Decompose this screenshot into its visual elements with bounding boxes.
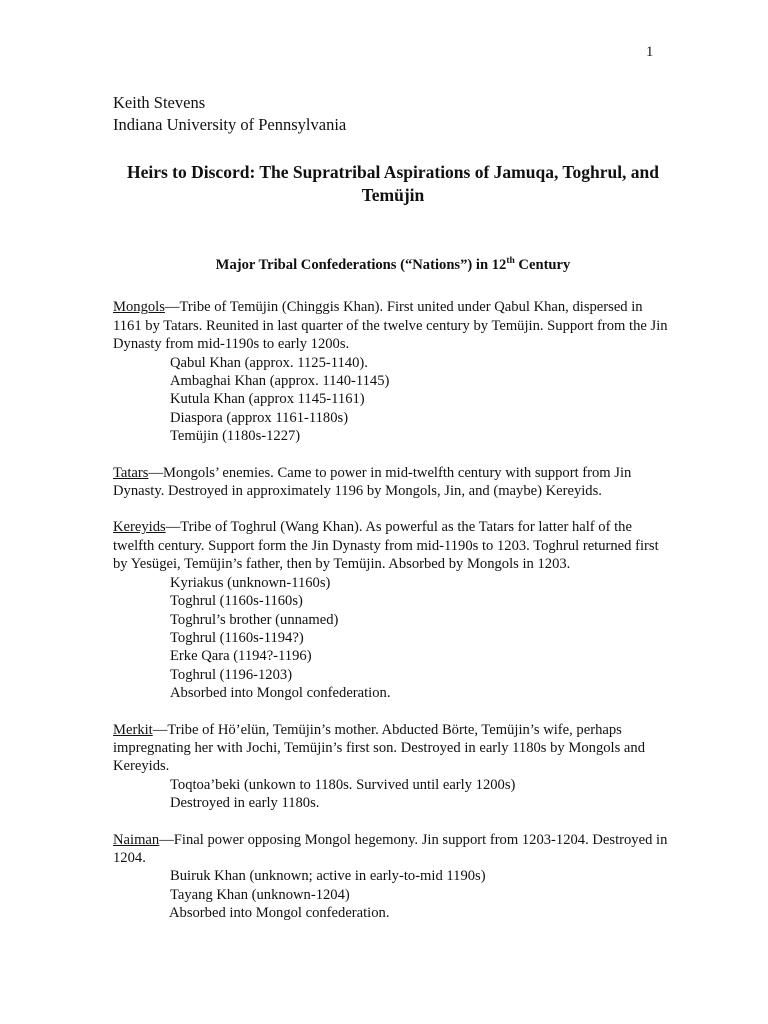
list-item: Toghrul (1160s-1194?) — [170, 629, 304, 646]
list-item: Kutula Khan (approx 1145-1161) — [170, 391, 365, 408]
tribe-name: Naiman — [113, 831, 160, 848]
section-paragraph — [113, 464, 673, 501]
section-heading — [113, 256, 673, 274]
tribe-description: —Tribe of Toghrul (Wang Khan). As powerful as the Tatars for latter half of the twelfth century. Support form the Jin Dynasty from mid-1190s to 1203. Toghrul returned first by Yesügei, Temüjin’s father, then by Temüjin. Absorbed by Mongols in 1203. — [113, 519, 659, 573]
section-paragraph — [113, 721, 673, 776]
section-kereyids — [113, 518, 673, 702]
heading-text: Major Tribal Confederations (“Nations”) in 12 — [215, 257, 507, 273]
tribe-name: Tatars — [113, 464, 149, 481]
list-item: Toqtoa’beki (unkown to 1180s. Survived until early 1200s) — [170, 776, 516, 793]
section-naiman — [113, 831, 673, 923]
tribe-description: —Final power opposing Mongol hegemony. Jin support from 1203-1204. Destroyed in 1204. — [113, 831, 668, 866]
author-block — [113, 92, 673, 135]
tribe-description: —Tribe of Temüjin (Chinggis Khan). First united under Qabul Khan, dispersed in 1161 by Tatars. Reunited in last quarter of the twelve century by Temüjin. Support from the Jin Dynasty from mid-1190s to early 1200s. — [113, 299, 668, 353]
list-item: Diaspora (approx 1161-1180s) — [170, 409, 349, 426]
section-paragraph — [113, 518, 673, 573]
paper-title: Heirs to Discord: The Supratribal Aspirations of Jamuqa, Toghrul, and Temüjin — [126, 162, 660, 205]
section-paragraph — [113, 298, 673, 353]
tribe-description: —Tribe of Hö’elün, Temüjin’s mother. Abducted Börte, Temüjin’s wife, perhaps impregnating her with Jochi, Temüjin’s first son. Destroyed in early 1180s by Mongols and Kereyids. — [113, 721, 645, 775]
author-name: Keith Stevens — [113, 93, 206, 112]
list-item: Qabul Khan (approx. 1125-1140). — [170, 354, 368, 371]
heading-text-end: Century — [514, 257, 571, 273]
list-item: Ambaghai Khan (approx. 1140-1145) — [170, 373, 390, 390]
page-number: 1 — [646, 44, 654, 60]
document-body — [113, 92, 673, 923]
section-tatars — [113, 464, 673, 501]
section-paragraph — [113, 831, 673, 868]
tribe-description: —Mongols’ enemies. Came to power in mid-twelfth century with support from Jin Dynasty. Destroyed in approximately 1196 by Mongols, Jin, and (maybe) Kereyids. — [113, 464, 632, 500]
list-item: Toghrul (1160s-1160s) — [170, 593, 303, 610]
section-merkit — [113, 721, 673, 813]
list-item: Destroyed in early 1180s. — [170, 795, 320, 812]
tribe-name: Merkit — [113, 721, 153, 738]
list-item: Temüjin (1180s-1227) — [170, 428, 301, 445]
list-item: Erke Qara (1194?-1196) — [170, 648, 312, 665]
heading-superscript: th — [506, 256, 515, 267]
list-item: Kyriakus (unknown-1160s) — [170, 574, 331, 591]
tribe-name: Kereyids — [113, 519, 166, 536]
section-mongols — [113, 298, 673, 445]
list-item: Toghrul’s brother (unnamed) — [170, 611, 339, 628]
list-item: Absorbed into Mongol confederation. — [170, 685, 391, 702]
list-item: Absorbed into Mongol confederation. — [169, 905, 390, 922]
list-item: Tayang Khan (unknown-1204) — [170, 886, 350, 903]
list-item: Toghrul (1196-1203) — [170, 666, 293, 683]
author-affiliation: Indiana University of Pennsylvania — [113, 114, 347, 134]
tribe-name: Mongols — [113, 299, 165, 316]
list-item: Buiruk Khan (unknown; active in early-to-mid 1190s) — [170, 868, 486, 885]
